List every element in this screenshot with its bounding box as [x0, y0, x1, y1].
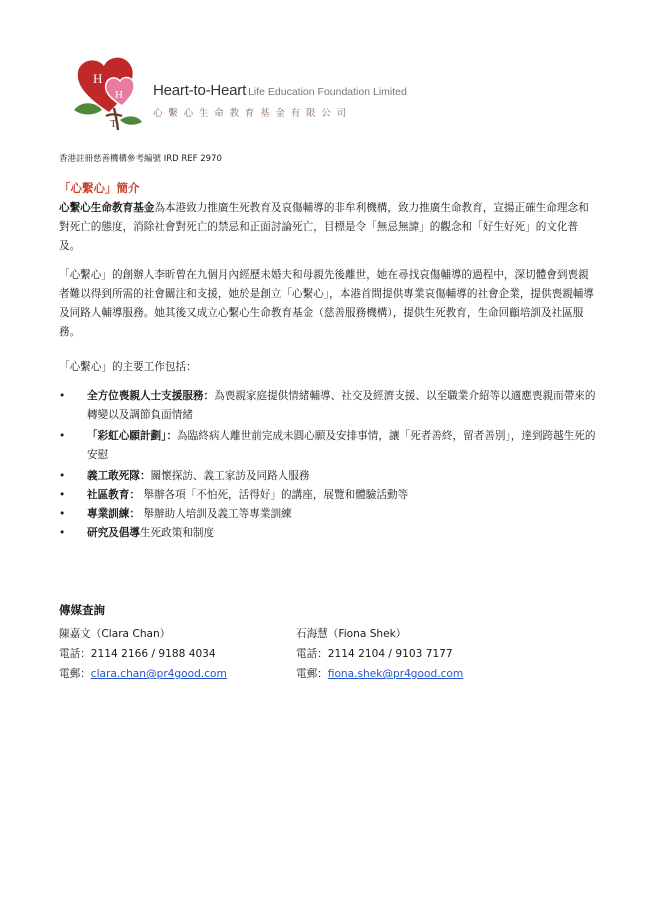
list-item-heading: 義工敢死隊： — [87, 470, 151, 482]
contact-email — [296, 664, 463, 684]
phone-label: 電話： — [296, 648, 328, 660]
org-name-en-sub: Life Education Foundation Limited — [248, 86, 407, 98]
email-label: 電郵： — [59, 668, 91, 680]
intro-paragraph-1-text: 為本港致力推廣生死教育及哀傷輔導的非牟利機構，致力推廣生命教育，宣揚正確生命理念和對死亡的態度，消除社會對死亡的禁忌和正面討論死亡，目標是令「無忌無諱」的觀念和「好生好死」的文化普及。 — [59, 202, 589, 252]
list-item — [59, 524, 599, 543]
org-name-en-main: Heart-to-Heart — [153, 82, 247, 99]
work-list-intro: 「心繫心」的主要工作包括： — [59, 361, 197, 373]
contact-name: 石海慧（Fiona Shek） — [296, 628, 407, 640]
heart-to-heart-logo-icon — [70, 50, 148, 132]
list-item-heading: 「彩虹心願計劃」： — [87, 430, 178, 442]
phone-number: 2114 2166 / 9188 4034 — [90, 648, 216, 660]
work-items-list — [59, 387, 599, 543]
org-name-en — [153, 80, 407, 99]
list-item-text: 舉辦助人培訓及義工等專業訓練 — [139, 508, 292, 520]
intro-org-name: 心繫心生命教育基金 — [59, 202, 155, 214]
list-item-text: 為臨終病人離世前完成未圓心願及安排事情，讓「死者善終，留者善別」，達到跨越生死的安慰 — [87, 430, 596, 461]
media-enquiry-title: 傳媒查詢 — [59, 603, 105, 617]
bullet-icon: • — [59, 508, 66, 520]
charity-registration: 香港註冊慈善機構參考編號 IRD REF 2970 — [59, 154, 222, 164]
list-item-heading: 社區教育： — [87, 489, 140, 501]
bullet-icon: • — [59, 527, 66, 539]
intro-paragraph-2: 「心繫心」的創辦人李昕曾在九個月內經歷未婚夫和母親先後離世，她在尋找哀傷輔導的過程中，深切體會到喪親者難以得到所需的社會關注和支援，她於是創立「心繫心」，本港首間提供專業哀傷輔導的社會企業，提供喪親輔導及同路人輔導服務。她其後又成立心繫心生命教育基金（慈善服務機構），提供生死教育，生命回顧培訓及社區服務。 — [59, 269, 594, 338]
org-name-zh: 心繫心生命教育基金有限公司 — [153, 108, 352, 119]
list-item-heading: 全方位喪親人士支援服務： — [87, 390, 215, 402]
phone-label: 電話： — [59, 648, 91, 660]
logo-letter-h2: H — [115, 89, 123, 101]
list-item-heading: 專業訓練： — [87, 508, 140, 520]
contact-card-clara — [59, 624, 227, 684]
list-item — [59, 505, 599, 524]
section-title: 「心繫心」簡介 — [59, 181, 140, 195]
contact-phone — [296, 644, 463, 664]
list-item — [59, 387, 599, 425]
list-item-text: 關懷探訪、義工家訪及同路人服務 — [150, 470, 310, 482]
logo-letter-t: T — [110, 118, 117, 130]
email-link[interactable]: fiona.shek@pr4good.com — [327, 668, 464, 680]
list-item-heading: 研究及倡導 — [87, 527, 140, 539]
bullet-icon: • — [59, 390, 66, 402]
list-item-text: 為喪親家庭提供情緒輔導、社交及經濟支援、以至職業介紹等以適應喪親而帶來的轉變以及調節負面情緒 — [87, 390, 596, 421]
contact-phone — [59, 644, 227, 664]
email-label: 電郵： — [296, 668, 328, 680]
contact-card-fiona — [296, 624, 463, 684]
bullet-icon: • — [59, 430, 66, 442]
list-item — [59, 467, 599, 486]
list-item — [59, 427, 599, 465]
bullet-icon: • — [59, 489, 66, 501]
bullet-icon: • — [59, 470, 66, 482]
list-item-text: 生死政策和制度 — [139, 527, 215, 539]
list-item-text: 舉辦各項「不怕死，活得好」的講座，展覽和體驗活動等 — [139, 489, 409, 501]
logo-letter-h1: H — [93, 71, 103, 86]
contact-email — [59, 664, 227, 684]
phone-number: 2114 2104 / 9103 7177 — [327, 648, 453, 660]
list-item — [59, 486, 599, 505]
intro-paragraph-1 — [59, 199, 594, 256]
email-link[interactable]: clara.chan@pr4good.com — [90, 668, 227, 680]
contact-name: 陳嘉文（Clara Chan） — [59, 628, 171, 640]
